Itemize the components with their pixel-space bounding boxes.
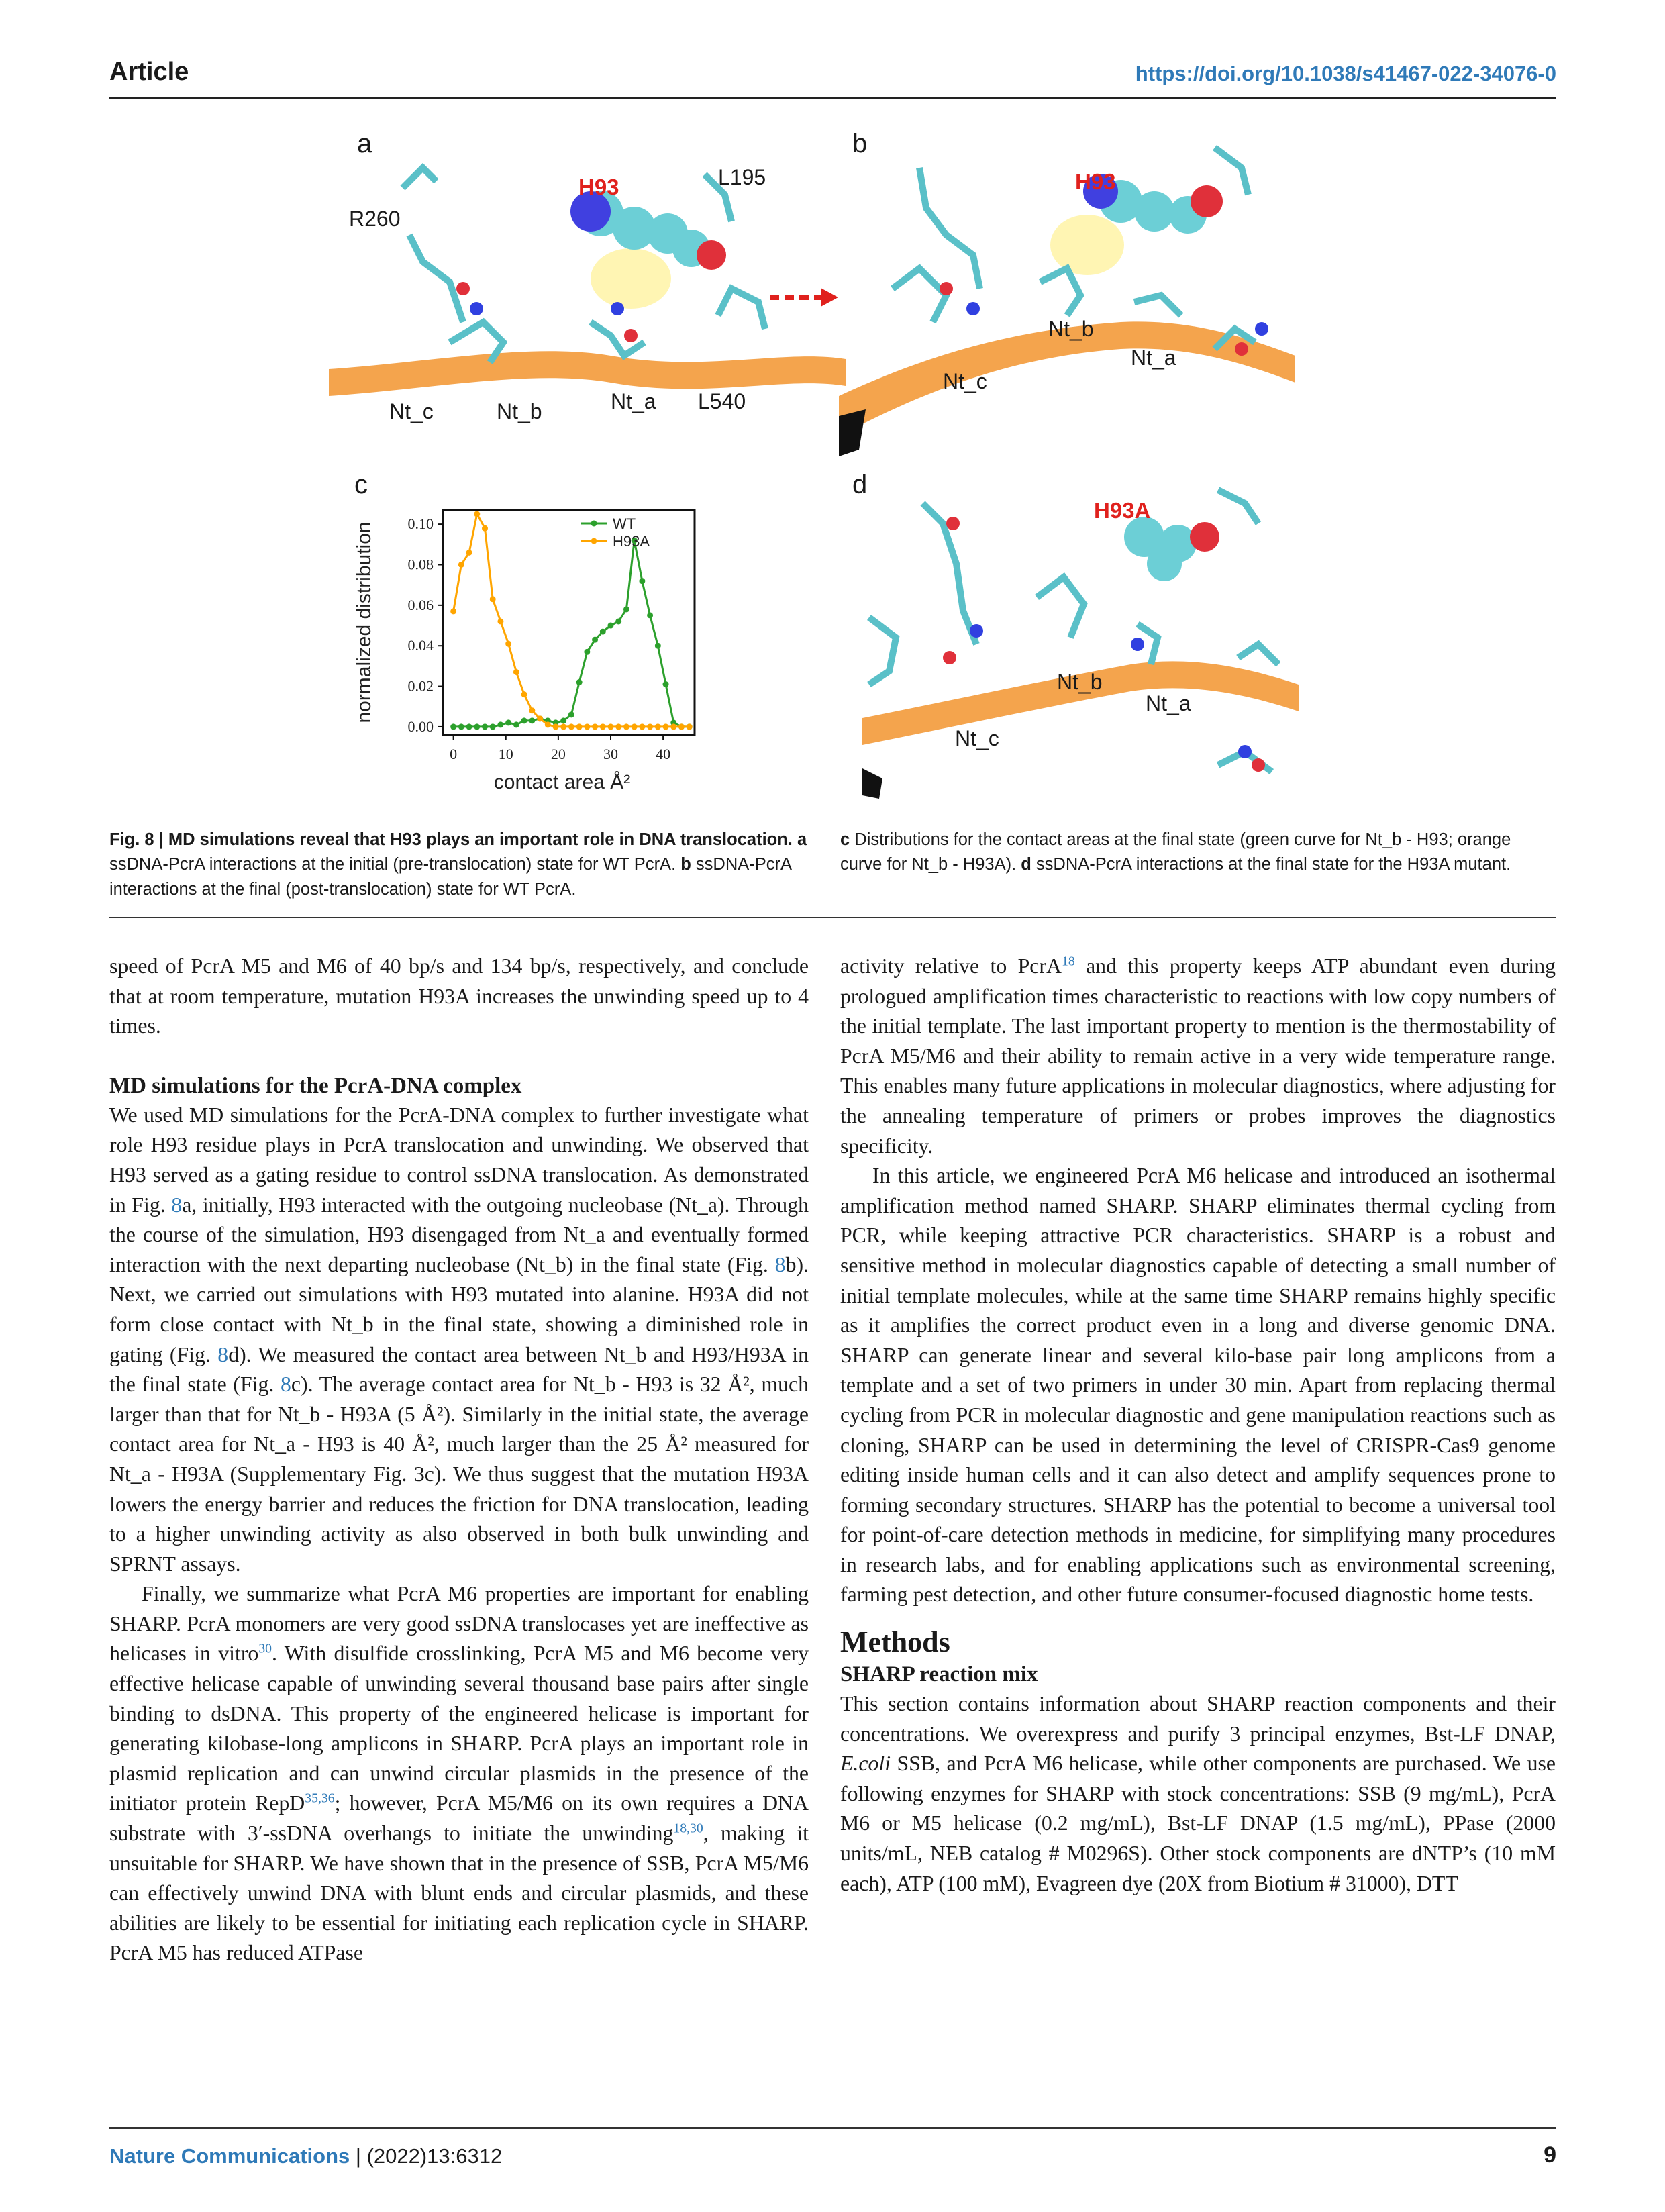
legend-label: H93A [613, 533, 650, 550]
data-point-h93a [576, 723, 583, 730]
data-point-h93a [497, 618, 503, 624]
label-nt-c: Nt_c [389, 399, 434, 423]
y-tick-label: 0.00 [407, 717, 434, 735]
data-point-h93a [608, 723, 614, 730]
section-heading: SHARP reaction mix [840, 1662, 1038, 1687]
figure-caption-right [840, 827, 1556, 877]
label-nt-c-b: Nt_c [943, 369, 987, 393]
caption-d-text: ssDNA-PcrA interactions at the final state for the H93A mutant. [1031, 855, 1511, 874]
data-point-wt [497, 721, 503, 727]
data-point-wt [647, 612, 653, 618]
body-left-column [109, 952, 809, 1968]
label-nt-c-d: Nt_c [955, 726, 999, 750]
y-axis-label: normalized distribution [353, 521, 375, 723]
data-point-h93a [466, 550, 472, 556]
body-right-column [840, 952, 1556, 1899]
citation[interactable]: 30 [258, 1641, 272, 1656]
doi-link[interactable]: https://doi.org/10.1038/s41467-022-34076-0 [1135, 62, 1556, 85]
y-tick-label: 0.06 [407, 596, 434, 613]
label-l540: L540 [698, 389, 746, 413]
figure-panel-b [839, 128, 1295, 463]
data-point-wt [505, 719, 511, 725]
page-number: 9 [1544, 2142, 1556, 2168]
figure-ref[interactable]: 8 [280, 1372, 291, 1397]
figure-ref[interactable]: 8 [171, 1193, 183, 1217]
data-point-wt [623, 606, 629, 612]
caption-rule [109, 917, 1556, 918]
legend-marker [591, 538, 597, 544]
caption-fig-label: Fig. 8 | MD simulations reveal that H93 plays an important role in DNA translocation. [109, 830, 793, 849]
data-point-h93a [678, 723, 685, 730]
panel-d-structure [842, 470, 1299, 805]
series-line-h93a [454, 514, 690, 727]
methods-heading: Methods [840, 1625, 950, 1659]
data-point-h93a [545, 721, 551, 727]
footer-citation: Nature Communications | (2022)13:6312 [109, 2144, 503, 2168]
caption-b-text: ssDNA-PcrA interactions at the final (post-translocation) state for WT PcrA. [109, 855, 791, 899]
data-point-h93a [655, 723, 661, 730]
paragraph: This section contains information about SHARP reaction components and their concentrations. We overexpress and purify 3 principal enzymes, Bst-LF DNAP, E.coli SSB, and PcrA M6 helicase, while other components are purchased. We use following enzymes for SHARP with stock concentrations: SSB (9 mg/mL), PcrA M6 or M5 helicase (0.2 mg/mL), Bst-LF DNAP (1.5 mg/mL), PPase (2000 units/mL, NEB catalog # M0296S). Other stock components are dNTP’s (10 mM each), ATP (100 mM), Evagreen dye (20X from Biotium # 31000), DTT [840, 1692, 1556, 1895]
data-point-wt [529, 717, 535, 723]
caption-c-letter: c [840, 830, 850, 849]
figure-ref[interactable]: 8 [217, 1342, 229, 1366]
label-nt-b-d: Nt_b [1057, 670, 1103, 694]
citation[interactable]: 18 [1061, 954, 1075, 969]
data-point-wt [600, 629, 606, 635]
label-nt-b-b: Nt_b [1048, 317, 1094, 341]
data-point-h93a [529, 707, 535, 713]
data-point-wt [474, 723, 480, 730]
transition-arrow [768, 285, 839, 309]
figure-panel-d [842, 470, 1299, 805]
panel-b-letter: b [852, 129, 868, 158]
figure-panel-c [349, 470, 778, 819]
data-point-h93a [663, 723, 669, 730]
data-point-wt [521, 717, 527, 723]
caption-c-text: Distributions for the contact areas at the final state (green curve for Nt_b - H93; orange curve for Nt_b - H93A). [840, 830, 1511, 874]
data-point-wt [576, 679, 583, 685]
data-point-wt [513, 721, 519, 727]
data-point-h93a [560, 723, 566, 730]
data-point-h93a [647, 723, 653, 730]
caption-d-letter: d [1021, 855, 1031, 874]
paragraph: In this article, we engineered PcrA M6 helicase and introduced an isothermal amplification method named SHARP. SHARP eliminates thermal cycling from PCR, while keeping attractive PCR characteristics. SHARP is a robust and sensitive method in molecular diagnostics capable of detecting a small number of initial template molecules, while at the same time SHARP remains highly specific as it amplifies the correct product even in a long and diverse genomic DNA. SHARP can generate linear and several kilo-base pair long amplicons from a template and a set of two primers in under 30 min. Apart from replacing thermal cycling from PCR in molecular diagnostic and gene manipulation reactions such as cloning, SHARP can be used in determining the level of CRISPR-Cas9 genome editing inside human cells and it can also detect and amplify sequences prone to forming secondary structures. SHARP has the potential to become a universal tool for point-of-care detection methods in medicine, for simplifying many procedures in research labs, and for enabling applications such as environmental screening, farming pest detection, and other future consumer-focused diagnostic home tests. [840, 1164, 1556, 1607]
data-point-h93a [687, 723, 693, 730]
data-point-wt [615, 618, 621, 624]
section-label: Article [109, 58, 189, 86]
y-tick-label: 0.02 [407, 677, 434, 695]
data-point-h93a [623, 723, 629, 730]
citation[interactable]: 18,30 [673, 1821, 703, 1836]
header-rule [109, 97, 1556, 99]
panel-c-letter: c [354, 470, 368, 499]
x-tick-label: 30 [603, 746, 618, 762]
data-point-wt [655, 643, 661, 649]
x-axis-label: contact area Å² [493, 771, 631, 793]
label-nt-b: Nt_b [497, 399, 542, 423]
data-point-wt [482, 723, 488, 730]
data-point-h93a [552, 723, 558, 730]
data-point-h93a [513, 669, 519, 675]
journal-name[interactable]: Nature Communications [109, 2144, 350, 2168]
section-heading: MD simulations for the PcrA-DNA complex [109, 1073, 522, 1098]
y-tick-label: 0.04 [407, 637, 434, 654]
label-nt-a-d: Nt_a [1146, 691, 1191, 715]
paragraph: We used MD simulations for the PcrA-DNA complex to further investigate what role H93 residue plays in PcrA translocation and unwinding. We observed that H93 served as a gating residue to control ssDNA translocation. As demonstrated in Fig. 8a, initially, H93 interacted with the outgoing nucleobase (Nt_a). Through the course of the simulation, H93 disengaged from Nt_a and eventually formed interaction with the next departing nucleobase (Nt_b) in the final state (Fig. 8b). Next, we carried out simulations with H93 mutated into alanine. H93A did not form close contact with Nt_b in the final state, showing a diminished role in gating (Fig. 8d). We measured the contact area between Nt_b and H93/H93A in the final state (Fig. 8c). The average contact area for Nt_b - H93 is 32 Å², much larger than that for Nt_b - H93A (5 Å²). Similarly in the initial state, the average contact area for Nt_a - H93 is 40 Å², much larger than the 25 Å² measured for Nt_a - H93A (Supplementary Fig. 3c). We thus suggest that the mutation H93A lowers the energy barrier and reduces the friction for DNA translocation, leading to a higher unwinding activity as also observed in both bulk unwinding and SPRNT assays. [109, 1103, 809, 1576]
x-tick-label: 10 [498, 746, 513, 762]
data-point-h93a [505, 641, 511, 647]
data-point-h93a [615, 723, 621, 730]
x-tick-label: 40 [656, 746, 671, 762]
data-point-h93a [639, 723, 645, 730]
paragraph: Finally, we summarize what PcrA M6 properties are important for enabling SHARP. PcrA monomers are very good ssDNA translocases yet are ineffective as helicases in vitro$^{30}$. With disulfide crosslinking, PcrA M5 and M6 become very effective helicase capable of unwinding several thousand base pairs after single binding to dsDNA. This property of the engineered helicase is important for generating kilobase-long amplicons in SHARP. PcrA plays an important role in plasmid replication and can unwind circular plasmids in the presence of the initiator protein RepD$^{35,36}$; however, PcrA M5/M6 on its own requires a DNA substrate with 3′-ssDNA overhangs to initiate the unwinding$^{18,30}$, making it unsuitable for SHARP. We have shown that in the presence of SSB, PcrA M5/M6 can effectively unwind DNA with blunt ends and circular plasmids, and these abilities are likely to be essential for initiating each replication cycle in SHARP. PcrA M5 has reduced ATPase [109, 1582, 809, 1965]
panel-d-letter: d [852, 470, 868, 499]
figure-ref[interactable]: 8 [774, 1252, 786, 1276]
data-point-wt [560, 717, 566, 723]
y-tick-label: 0.10 [407, 515, 434, 533]
data-point-wt [639, 578, 645, 584]
data-point-h93a [670, 723, 676, 730]
label-r260: R260 [349, 207, 401, 231]
data-point-h93a [632, 723, 638, 730]
data-point-wt [608, 623, 614, 629]
data-point-wt [663, 681, 669, 687]
data-point-h93a [474, 511, 480, 517]
y-tick-label: 0.08 [407, 556, 434, 573]
label-nt-a: Nt_a [611, 389, 656, 413]
label-nt-a-b: Nt_a [1131, 346, 1176, 370]
data-point-h93a [450, 608, 456, 614]
data-point-h93a [568, 723, 574, 730]
figure-caption-left [109, 827, 807, 902]
data-point-wt [466, 723, 472, 730]
data-point-h93a [600, 723, 606, 730]
label-h93-b: H93 [1075, 169, 1116, 194]
label-h93: H93 [578, 174, 619, 199]
data-point-wt [592, 637, 598, 643]
paragraph: activity relative to PcrA$^{18}$ and this property keeps ATP abundant even during prologued amplification times characteristic to reactions with low copy numbers of the initial template. The last important property to mention is the thermostability of PcrA M5/M6 and their ability to remain active in a very wide temperature range. This enables many future applications in molecular diagnostics, where adjusting for the annealing temperature of primers or probes improves the diagnostics specificity. [840, 954, 1556, 1158]
panel-b-structure [839, 128, 1295, 463]
data-point-h93a [458, 562, 464, 568]
data-point-wt [568, 711, 574, 717]
label-h93a: H93A [1094, 498, 1151, 523]
data-point-wt [584, 649, 590, 655]
caption-b-letter: b [680, 855, 691, 874]
data-point-wt [458, 723, 464, 730]
label-l195: L195 [718, 165, 766, 189]
data-point-h93a [584, 723, 590, 730]
citation[interactable]: 35,36 [305, 1791, 335, 1806]
x-tick-label: 20 [550, 746, 566, 762]
data-point-wt [490, 723, 496, 730]
data-point-h93a [490, 596, 496, 602]
contact-area-chart [349, 470, 778, 819]
legend-marker [591, 521, 597, 527]
data-point-h93a [537, 715, 543, 721]
chart-frame [443, 510, 695, 735]
data-point-h93a [521, 691, 527, 697]
legend-label: WT [613, 515, 636, 532]
footer-rule [109, 2127, 1556, 2129]
panel-a-letter: a [357, 129, 372, 158]
data-point-h93a [482, 525, 488, 532]
data-point-wt [450, 723, 456, 730]
caption-a-letter: a [797, 830, 807, 849]
x-tick-label: 0 [450, 746, 458, 762]
caption-a-text: ssDNA-PcrA interactions at the initial (pre-translocation) state for WT PcrA. [109, 855, 681, 874]
data-point-h93a [592, 723, 598, 730]
paragraph: speed of PcrA M5 and M6 of 40 bp/s and 134 bp/s, respectively, and conclude that at room temperature, mutation H93A increases the unwinding speed up to 4 times. [109, 954, 809, 1038]
